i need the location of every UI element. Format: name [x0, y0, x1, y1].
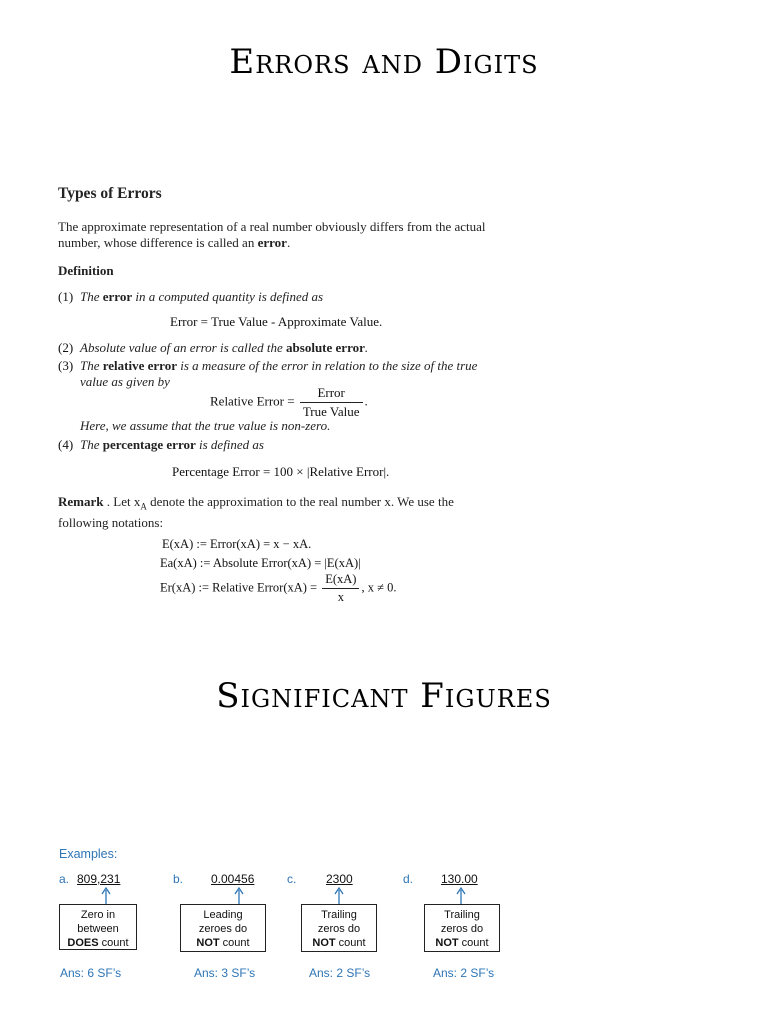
- def-4-b: is defined as: [195, 437, 264, 452]
- equation-percentage-error: Percentage Error = 100 × |Relative Error|.: [172, 464, 390, 479]
- answer-label: Ans: 6 SF’s: [60, 966, 122, 980]
- note-line-3: [181, 936, 265, 950]
- note-line-2: zeroes do: [198, 923, 248, 935]
- remark-sub: A: [140, 501, 147, 512]
- notation-1: E(xA) := Error(xA) = x − xA.: [162, 537, 312, 551]
- remark-line: [58, 494, 538, 515]
- note-box: [424, 904, 500, 952]
- def-3-a: The: [80, 358, 103, 373]
- intro-line-1: The approximate representation of a real number obviously differs from the actual: [58, 219, 486, 234]
- note-bold: DOES: [67, 937, 99, 949]
- arrow-icon: [455, 886, 467, 906]
- eq2-denominator: True Value: [302, 404, 360, 419]
- note-line-1: Trailing: [321, 909, 357, 921]
- note-tail: count: [335, 937, 366, 949]
- note-line-1: Zero in: [80, 909, 116, 921]
- def-1-b: in a computed quantity is defined as: [132, 289, 324, 304]
- n3-numerator: E(xA): [322, 572, 359, 589]
- def-4-bold: percentage error: [102, 437, 196, 452]
- note-tail: count: [98, 937, 129, 949]
- example-letter: a.: [59, 872, 70, 886]
- example-letter: b.: [173, 872, 184, 886]
- note-line-1: Trailing: [444, 909, 480, 921]
- eq2-fraction: [300, 385, 363, 420]
- note-bold: NOT: [312, 937, 336, 949]
- def-4-text: [80, 437, 560, 453]
- n3-lhs: Er(xA) := Relative Error(xA) =: [160, 580, 318, 595]
- def-3-number: (3): [58, 358, 74, 373]
- def-1-text: [80, 289, 560, 305]
- example-value: 130.00: [441, 872, 478, 886]
- example-value: 2300: [326, 872, 353, 886]
- answer-label: Ans: 2 SF’s: [309, 966, 371, 980]
- examples-heading: Examples:: [59, 847, 118, 861]
- eq2-numerator: Error: [300, 385, 363, 403]
- note-line-3: [302, 936, 376, 950]
- def-4-a: The: [80, 437, 103, 452]
- remark-paragraph: [58, 494, 538, 531]
- answer-label: Ans: 2 SF’s: [433, 966, 495, 980]
- note-box: [301, 904, 377, 952]
- def-3-line-2: value as given by: [80, 374, 170, 389]
- example-letter: c.: [287, 872, 297, 886]
- def-3-b: is a measure of the error in relation to the size of the true: [176, 358, 478, 373]
- intro-paragraph: [58, 219, 538, 251]
- note-line-1: Leading: [203, 909, 243, 921]
- page-title: Errors and Digits: [229, 42, 539, 82]
- arrow-icon: [100, 886, 112, 906]
- definition-heading: Definition: [58, 263, 114, 278]
- section-title-significant-figures: Significant Figures: [216, 676, 552, 716]
- note-box: [59, 904, 137, 950]
- def-2-number: (2): [58, 340, 74, 355]
- def-1-bold: error: [102, 289, 133, 304]
- n3-fraction: [322, 572, 359, 605]
- n3-denominator: x: [337, 590, 344, 604]
- remark-a: . Let x: [103, 494, 141, 509]
- eq2-lhs: Relative Error =: [210, 393, 295, 409]
- note-tail: count: [458, 937, 489, 949]
- errors-section: [58, 186, 538, 202]
- intro-bold: error: [257, 235, 287, 250]
- remark-line-2: following notations:: [58, 514, 164, 530]
- note-bold: NOT: [435, 937, 459, 949]
- example-value: 0.00456: [211, 872, 255, 886]
- equation-relative-error: Relative Error = $\frac{\text{Error}}{\text{True Value}}$ .: [210, 385, 368, 419]
- note-box: [180, 904, 266, 952]
- remark-bold: Remark: [58, 494, 104, 509]
- notation-3: [160, 572, 396, 605]
- def-3-bold: relative error: [102, 358, 177, 373]
- def-2-text: Absolute value of an error is called the absolute error.: [80, 340, 369, 355]
- note-line-3: [425, 936, 499, 950]
- intro-line-2: number, whose difference is called an error.: [58, 235, 291, 250]
- def-3-note: Here, we assume that the true value is non-zero.: [80, 418, 331, 433]
- def-2-bold: absolute error: [286, 340, 365, 355]
- example-value: 809,231: [77, 872, 121, 886]
- arrow-icon: [233, 886, 245, 906]
- intro-text: number, whose difference is called an: [58, 235, 258, 250]
- note-line-2: zeros do: [317, 923, 361, 935]
- answer-label: Ans: 3 SF’s: [194, 966, 256, 980]
- def-1-number: (1): [58, 289, 74, 304]
- notation-2: Ea(xA) := Absolute Error(xA) = |E(xA)|: [160, 556, 361, 570]
- def-2-a: Absolute value of an error is called the: [80, 340, 287, 355]
- note-bold: NOT: [196, 937, 220, 949]
- n3-tail: , x ≠ 0.: [361, 580, 397, 595]
- note-line-2: zeros do: [440, 923, 484, 935]
- equation-error: Error = True Value - Approximate Value.: [170, 314, 383, 329]
- example-letter: d.: [403, 872, 414, 886]
- def-4-number: (4): [58, 437, 74, 452]
- note-tail: count: [219, 937, 250, 949]
- note-line-3: [60, 936, 136, 950]
- def-3-line: [80, 358, 540, 374]
- remark-b: denote the approximation to the real number x. We use the: [146, 494, 454, 509]
- note-line-2: between: [77, 923, 119, 935]
- section-heading: Types of Errors: [58, 185, 162, 202]
- def-1-a: The: [80, 289, 103, 304]
- arrow-icon: [333, 886, 345, 906]
